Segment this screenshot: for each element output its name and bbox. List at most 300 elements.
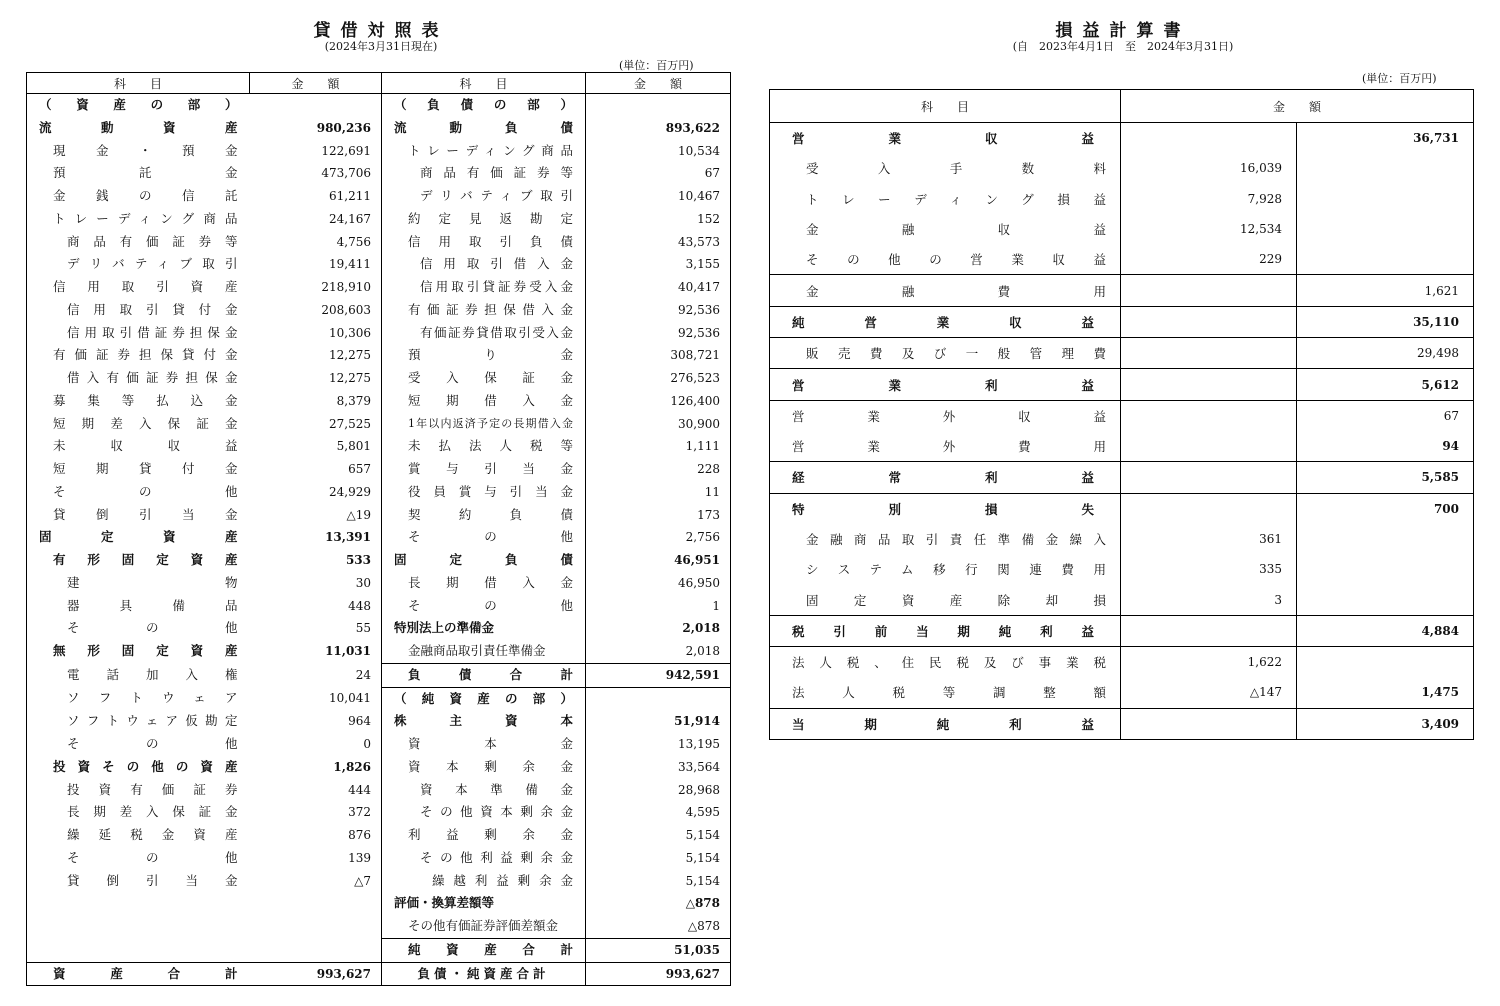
asset-label (27, 367, 250, 390)
asset-amount: 10,306 (250, 322, 382, 345)
pl-item-label (770, 184, 1121, 214)
pl-item-detail-amount: 12,534 (1121, 214, 1297, 244)
pl-item-label-text: その他の営業収益 (806, 252, 1106, 268)
asset-label-text: 器具備品 (67, 597, 238, 613)
pl-item-total-amount (1297, 584, 1474, 615)
pl-item-detail-amount (1121, 431, 1297, 462)
table-row (770, 244, 1474, 275)
balance-sheet-date: (2024年3月31日現在) (324, 40, 438, 53)
liability-label-text: その他 (408, 529, 573, 545)
table-row (770, 677, 1474, 708)
table-row (27, 231, 731, 254)
table-row (27, 299, 731, 322)
liability-label-text: 固定負債 (394, 552, 573, 567)
table-row (27, 344, 731, 367)
liability-label-text: （純資産の部） (394, 690, 573, 706)
asset-label-text: 信用取引資産 (53, 279, 238, 294)
liability-label (382, 504, 586, 527)
liability-amount: 40,417 (678, 280, 720, 294)
pl-item-detail-amount: 335 (1121, 554, 1297, 584)
liability-label (382, 526, 586, 549)
table-row (27, 915, 731, 938)
liability-label-text: 商品有価証券等 (420, 165, 573, 181)
liability-amount: 5,154 (685, 873, 720, 888)
asset-amount: △7 (250, 870, 382, 893)
pl-item-detail-amount (1121, 369, 1297, 400)
assets-heading-amount (250, 94, 382, 117)
asset-label (27, 915, 250, 938)
pl-item-total-amount: 700 (1297, 493, 1474, 524)
liabilities-heading (382, 94, 586, 117)
liability-label (382, 231, 586, 254)
pl-item-total-amount: 1,621 (1297, 275, 1474, 306)
pl-item-label-text: トレーディング損益 (806, 191, 1106, 207)
asset-label (27, 595, 250, 618)
pl-item-label (770, 306, 1121, 337)
pl-item-total-amount: 36,731 (1297, 123, 1474, 154)
liability-amount: 2,018 (685, 644, 720, 658)
pl-item-label-text: 受入手数料 (806, 161, 1106, 177)
asset-amount: 11,031 (250, 640, 382, 663)
liability-amount: 2,018 (682, 621, 720, 636)
asset-amount: 448 (250, 595, 382, 618)
pl-item-detail-amount (1121, 615, 1297, 646)
liability-label-text: デリバティブ取引 (420, 188, 573, 203)
asset-label (27, 140, 250, 163)
asset-label-text: 建物 (67, 574, 238, 590)
pl-item-total-amount: 5,612 (1297, 369, 1474, 400)
liability-label (382, 322, 586, 345)
pl-item-label-text: 金融商品取引責任準備金繰入 (806, 532, 1106, 547)
liability-label-text: 信用取引負債 (408, 233, 573, 249)
liability-label (382, 162, 586, 185)
asset-label (27, 687, 250, 710)
liability-label (382, 117, 586, 140)
liability-label (382, 572, 586, 595)
pl-item-total-amount: 4,884 (1297, 615, 1474, 646)
asset-amount: 980,236 (250, 117, 382, 140)
table-row (27, 367, 731, 390)
liability-label-text: 信用取引貸証券受入金 (420, 279, 573, 294)
asset-amount (250, 915, 382, 938)
table-row (27, 824, 731, 847)
total-liabilities-equity-label: 負債・純資産合計 (382, 962, 586, 986)
pl-item-label (770, 123, 1121, 154)
table-row (770, 275, 1474, 306)
bs-header-subject-assets: 科 目 (27, 73, 250, 94)
liability-amount: 28,968 (678, 782, 720, 797)
pl-item-label (770, 275, 1121, 306)
liability-amount (586, 687, 731, 710)
liability-label (382, 481, 586, 504)
asset-amount: 0 (250, 733, 382, 756)
liabilities-heading-text: （負債の部） (394, 97, 573, 112)
pl-item-label-text: システム移行関連費用 (806, 562, 1106, 578)
asset-label-text: ソフトウェア仮勘定 (67, 713, 238, 729)
asset-label-text: 投資有価証券 (67, 781, 238, 797)
pl-item-total-amount: 1,475 (1297, 677, 1474, 708)
liability-amount: 46,950 (678, 575, 720, 590)
asset-amount (250, 892, 382, 915)
table-row (27, 870, 731, 893)
balance-sheet-title: 貸借対照表 (313, 21, 449, 41)
liability-amount: 893,622 (665, 120, 720, 135)
liability-label-text: 未払法人税等 (408, 438, 573, 454)
liability-label-text: 資本剰余金 (408, 758, 573, 774)
pl-item-label (770, 153, 1121, 183)
liability-amount: 308,721 (670, 348, 720, 363)
asset-label (27, 481, 250, 504)
asset-label-text: その他 (67, 736, 238, 751)
table-row (27, 208, 731, 231)
liability-amount: 5,154 (685, 828, 720, 842)
asset-amount: 55 (250, 617, 382, 640)
asset-amount: 24,167 (250, 208, 382, 231)
asset-label-text: その他 (53, 483, 238, 499)
table-row (27, 779, 731, 802)
liability-label (382, 208, 586, 231)
table-row (770, 462, 1474, 493)
liability-label (382, 779, 586, 802)
asset-amount: 208,603 (250, 299, 382, 322)
pl-item-total-amount (1297, 184, 1474, 214)
asset-label-text: 有価証券担保貸付金 (53, 347, 238, 363)
liability-label-text: 有価証券貸借取引受入金 (420, 324, 573, 340)
asset-amount: 533 (250, 549, 382, 572)
pl-item-detail-amount: 3 (1121, 584, 1297, 615)
bs-header-amount-liabilities: 金 額 (586, 73, 731, 94)
asset-label-text: 貸倒引当金 (53, 506, 238, 522)
asset-label (27, 572, 250, 595)
table-row (27, 276, 731, 299)
asset-label-text: 募集等払込金 (53, 392, 238, 408)
liability-label (382, 276, 586, 299)
asset-label-text: 商品有価証券等 (67, 233, 238, 249)
assets-heading (27, 94, 250, 117)
liability-label (382, 824, 586, 847)
pl-item-detail-amount (1121, 338, 1297, 369)
asset-label-text: 無形固定資産 (53, 643, 238, 659)
liability-label (382, 390, 586, 413)
pl-item-label (770, 338, 1121, 369)
pl-item-label-text: 営業収益 (792, 131, 1094, 147)
asset-amount: 27,525 (250, 413, 382, 436)
liability-label (382, 756, 586, 779)
liability-amount: 30,900 (678, 416, 720, 431)
liability-label (382, 663, 586, 687)
pl-item-label (770, 462, 1121, 493)
asset-amount: 24,929 (250, 481, 382, 504)
liability-amount: △878 (687, 919, 720, 933)
liability-label: 金融商品取引責任準備金 (382, 640, 586, 663)
liability-label (382, 367, 586, 390)
pl-item-label-text: 法人税等調整額 (792, 685, 1106, 701)
asset-label-text: 借入有価証券担保金 (67, 370, 238, 385)
asset-amount: 218,910 (250, 276, 382, 299)
asset-label (27, 413, 250, 436)
table-row (770, 214, 1474, 244)
asset-label (27, 435, 250, 458)
liability-amount: 2,756 (685, 530, 720, 545)
liability-label-text: 短期借入金 (408, 392, 573, 408)
asset-label (27, 870, 250, 893)
table-row (27, 504, 731, 527)
liability-label (382, 435, 586, 458)
liability-label (382, 847, 586, 870)
table-row (27, 756, 731, 779)
pl-item-label-text: 特別損失 (792, 501, 1094, 517)
asset-label (27, 617, 250, 640)
pl-item-detail-amount: 229 (1121, 244, 1297, 275)
liability-amount: 126,400 (670, 393, 720, 408)
asset-label-text: 電話加入権 (67, 666, 238, 682)
asset-label-text: その他 (67, 620, 238, 636)
table-row (27, 253, 731, 276)
pl-item-label-text: 税引前当期純利益 (792, 623, 1094, 639)
liability-amount: 43,573 (678, 234, 720, 249)
liability-amount: 51,914 (674, 714, 720, 729)
table-row (27, 322, 731, 345)
pl-item-label (770, 708, 1121, 739)
asset-amount: 12,275 (250, 367, 382, 390)
asset-amount: 876 (250, 824, 382, 847)
asset-label-text: 投資その他の資産 (53, 758, 238, 774)
pl-item-detail-amount: 7,928 (1121, 184, 1297, 214)
asset-label-text: トレーディング商品 (53, 210, 238, 226)
liability-label: 評価・換算差額等 (382, 892, 586, 915)
table-row (27, 595, 731, 618)
pl-item-total-amount: 3,409 (1297, 708, 1474, 739)
asset-label (27, 162, 250, 185)
pl-item-detail-amount: △147 (1121, 677, 1297, 708)
pl-item-total-amount (1297, 554, 1474, 584)
asset-label-text: 信用取引借証券担保金 (67, 324, 238, 340)
asset-label (27, 253, 250, 276)
pl-item-detail-amount (1121, 306, 1297, 337)
asset-label (27, 390, 250, 413)
income-statement-period: (自 2023年4月1日 至 2024年3月31日) (1012, 40, 1234, 53)
table-row (770, 306, 1474, 337)
asset-amount: 24 (250, 663, 382, 687)
pl-item-detail-amount: 361 (1121, 524, 1297, 554)
table-row (770, 369, 1474, 400)
asset-amount: 8,379 (250, 390, 382, 413)
table-row (27, 413, 731, 436)
liability-amount: 33,564 (678, 759, 720, 774)
table-row (27, 481, 731, 504)
liability-amount: 4,595 (685, 805, 720, 820)
liability-label (382, 801, 586, 824)
asset-label (27, 344, 250, 367)
asset-label (27, 231, 250, 254)
pl-header-amount: 金 額 (1121, 90, 1474, 123)
liability-label (382, 549, 586, 572)
asset-amount: 61,211 (250, 185, 382, 208)
pl-item-label-text: 経常利益 (792, 470, 1094, 486)
liability-label-text: 賞与引当金 (408, 461, 573, 476)
liability-label-text: 負債合計 (408, 666, 573, 682)
liability-label-text: その他 (408, 597, 573, 613)
liability-label (382, 733, 586, 756)
pl-item-detail-amount (1121, 493, 1297, 524)
table-row (27, 938, 731, 962)
asset-label (27, 756, 250, 779)
table-row (770, 647, 1474, 678)
asset-label (27, 526, 250, 549)
table-row (27, 710, 731, 733)
table-row (27, 892, 731, 915)
table-row (27, 617, 731, 640)
pl-item-label (770, 244, 1121, 275)
table-row (27, 162, 731, 185)
pl-item-label (770, 524, 1121, 554)
asset-label-text: 未収収益 (53, 438, 238, 454)
liability-amount: 942,591 (586, 663, 731, 687)
table-row (27, 390, 731, 413)
liability-label-text: その他利益剰余金 (420, 849, 573, 865)
total-assets-amount: 993,627 (250, 962, 382, 986)
asset-label (27, 208, 250, 231)
asset-amount: △19 (250, 504, 382, 527)
asset-label-text: デリバティブ取引 (67, 256, 238, 272)
asset-amount: 5,801 (250, 435, 382, 458)
liability-label (382, 413, 586, 436)
asset-label (27, 779, 250, 802)
pl-item-label (770, 615, 1121, 646)
pl-item-label-text: 固定資産除却損 (806, 592, 1106, 608)
pl-item-detail-amount (1121, 400, 1297, 431)
asset-amount: 444 (250, 779, 382, 802)
pl-item-label (770, 400, 1121, 431)
asset-label-text: 長期差入保証金 (67, 804, 238, 820)
asset-label (27, 847, 250, 870)
asset-label (27, 549, 250, 572)
asset-amount: 30 (250, 572, 382, 595)
liability-label (382, 595, 586, 618)
pl-item-label-text: 販売費及び一般管理費 (806, 346, 1106, 362)
liability-label-text: 約定見返勘定 (408, 210, 573, 226)
liability-amount: 92,536 (678, 302, 720, 317)
income-statement-table (769, 89, 1474, 740)
pl-item-detail-amount (1121, 275, 1297, 306)
liability-label (382, 710, 586, 733)
balance-sheet-unit: (単位：百万円) (619, 59, 694, 72)
total-liabilities-equity-amount: 993,627 (586, 962, 731, 986)
pl-item-detail-amount (1121, 462, 1297, 493)
total-assets-label-text: 資産合計 (53, 965, 238, 981)
liability-amount: 67 (704, 166, 720, 181)
liability-amount: 10,467 (678, 189, 720, 203)
asset-label (27, 504, 250, 527)
total-assets-label (27, 962, 250, 986)
asset-amount: 10,041 (250, 687, 382, 710)
liability-label-text: 資本金 (408, 736, 573, 751)
table-row (27, 526, 731, 549)
liability-label (382, 140, 586, 163)
income-statement-title: 損益計算書 (1055, 21, 1191, 41)
table-row (770, 431, 1474, 462)
table-row (27, 140, 731, 163)
table-row (770, 584, 1474, 615)
table-row (27, 687, 731, 710)
bs-header-amount-assets: 金 額 (250, 73, 382, 94)
pl-item-label (770, 431, 1121, 462)
table-row (770, 400, 1474, 431)
pl-item-total-amount: 94 (1297, 431, 1474, 462)
table-row (27, 847, 731, 870)
pl-item-total-amount: 35,110 (1297, 306, 1474, 337)
pl-item-label (770, 554, 1121, 584)
liability-label (382, 299, 586, 322)
pl-item-label-text: 法人税、住民税及び事業税 (792, 655, 1106, 671)
asset-label (27, 710, 250, 733)
pl-item-label-text: 純営業収益 (792, 314, 1094, 330)
pl-item-total-amount (1297, 214, 1474, 244)
liability-amount: 51,035 (586, 938, 731, 962)
pl-item-label (770, 584, 1121, 615)
liability-label-text: トレーディング商品 (408, 142, 573, 158)
table-row (770, 153, 1474, 183)
asset-label-text: 信用取引貸付金 (67, 301, 238, 317)
pl-item-detail-amount (1121, 123, 1297, 154)
pl-item-label-text: 営業外費用 (792, 439, 1106, 455)
liability-amount: 92,536 (678, 325, 720, 340)
liability-label-text: 流動負債 (394, 119, 573, 135)
liability-amount: 276,523 (670, 371, 720, 385)
asset-label-text: 流動資産 (39, 119, 238, 135)
pl-item-total-amount: 67 (1297, 400, 1474, 431)
asset-label (27, 801, 250, 824)
asset-label (27, 892, 250, 915)
asset-label (27, 276, 250, 299)
asset-amount: 13,391 (250, 526, 382, 549)
asset-amount: 122,691 (250, 140, 382, 163)
liability-label (382, 185, 586, 208)
liability-amount: 3,155 (685, 257, 720, 272)
table-row (27, 117, 731, 140)
liability-amount: 152 (697, 211, 720, 226)
liability-amount: 1 (712, 598, 720, 613)
table-row (770, 708, 1474, 739)
asset-label (27, 663, 250, 687)
liability-amount: 228 (697, 462, 720, 476)
table-row (770, 615, 1474, 646)
asset-amount: 139 (250, 847, 382, 870)
asset-label-text: 貸倒引当金 (67, 872, 238, 888)
liability-amount: 11 (704, 484, 720, 499)
asset-amount (250, 938, 382, 962)
liability-label-text: その他資本剰余金 (420, 804, 573, 820)
pl-item-detail-amount: 1,622 (1121, 647, 1297, 678)
table-row (27, 458, 731, 481)
asset-label-text: 現金・預金 (53, 142, 238, 158)
liability-label (382, 344, 586, 367)
liability-label-text: 純資産合計 (408, 941, 573, 957)
liability-label-text: 資本準備金 (420, 781, 573, 797)
table-row (770, 554, 1474, 584)
table-row (27, 572, 731, 595)
pl-item-label (770, 677, 1121, 708)
liability-amount: 13,195 (678, 737, 720, 751)
liability-label (382, 938, 586, 962)
liability-label-text: 預り金 (408, 347, 573, 363)
asset-label (27, 185, 250, 208)
assets-heading-text: （資産の部） (39, 97, 238, 112)
pl-item-detail-amount (1121, 708, 1297, 739)
asset-amount: 19,411 (250, 253, 382, 276)
liability-amount: △878 (685, 896, 720, 911)
table-row (27, 801, 731, 824)
